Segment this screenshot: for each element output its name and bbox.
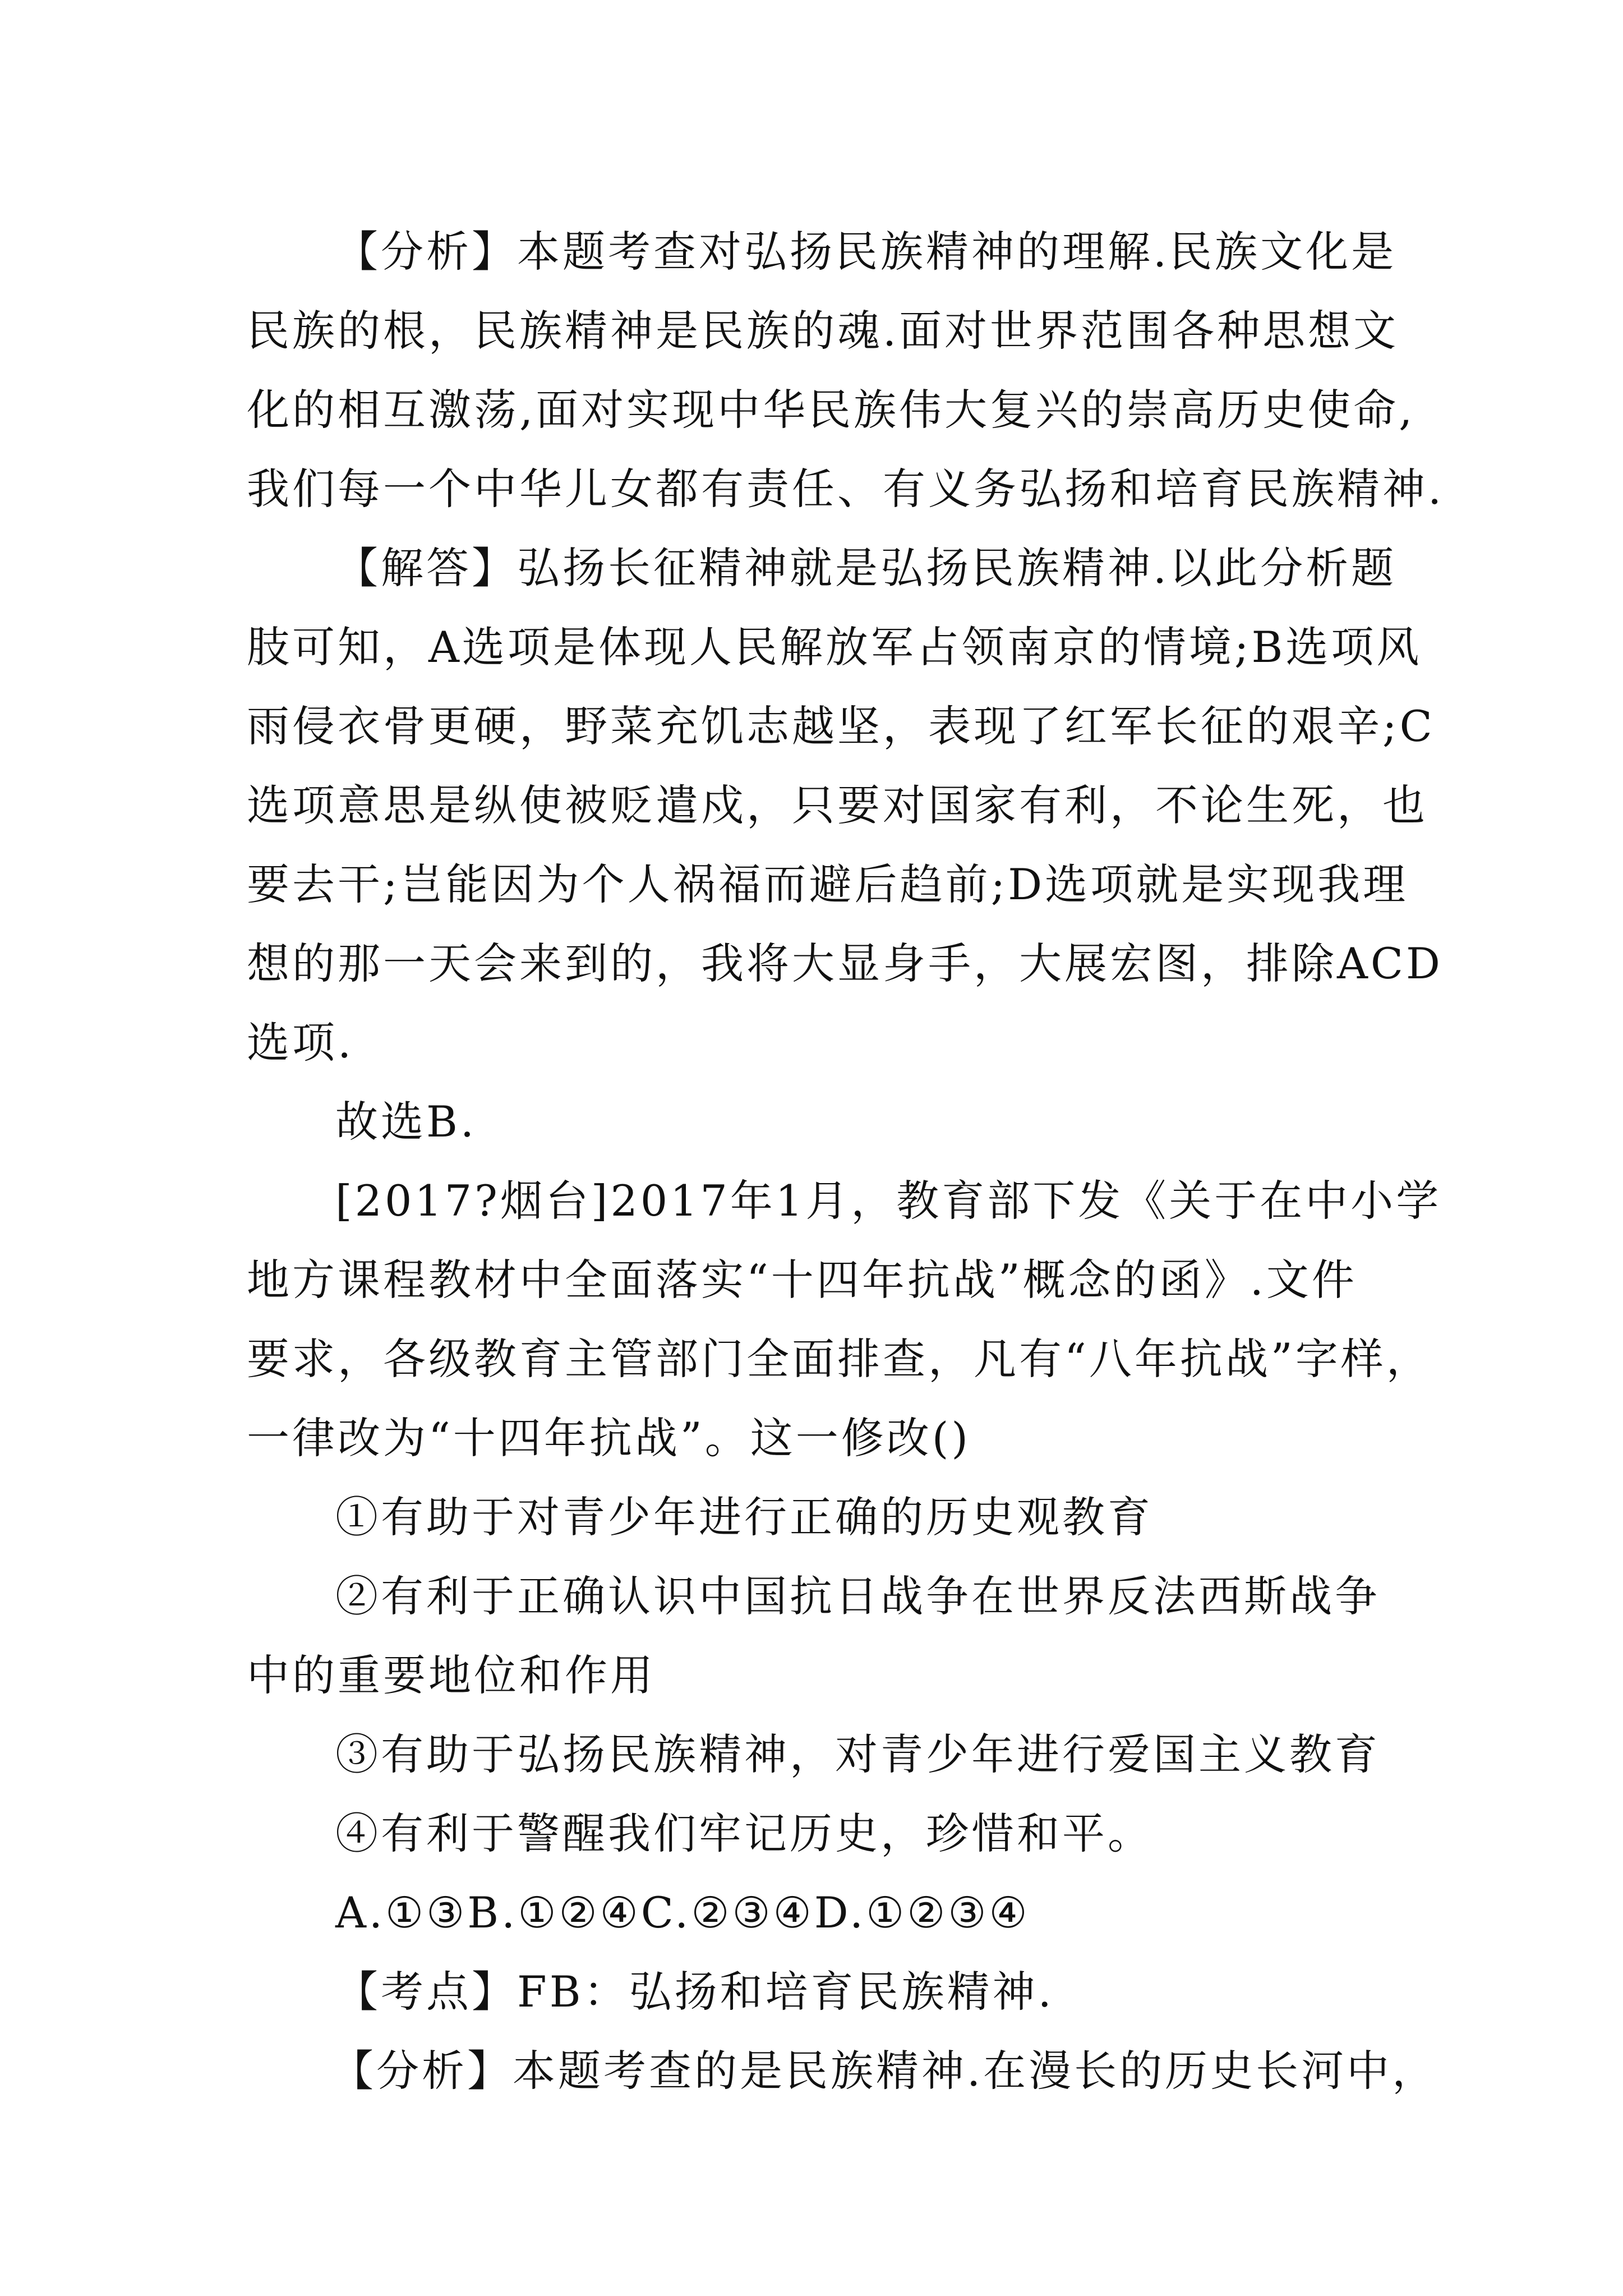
answer-paragraph-line: 选项. [247, 1018, 354, 1068]
knowledge-point-line: 【考点】FB：弘扬和培育民族精神. [335, 1967, 1054, 2017]
answer-paragraph-line: 要去干;岂能因为个人祸福而避后趋前;D选项就是实现我理 [247, 859, 1409, 909]
option-item-1: ①有助于对青少年进行正确的历史观教育 [335, 1492, 1153, 1542]
question-paragraph-line: [2017?烟台]2017年1月，教育部下发《关于在中小学 [335, 1176, 1442, 1226]
answer-paragraph-line: 【解答】弘扬长征精神就是弘扬民族精神.以此分析题 [335, 543, 1397, 593]
choice-result-line: 故选B. [335, 1097, 477, 1147]
document-body [247, 212, 1445, 2110]
option-item-2-continued: 中的重要地位和作用 [247, 1650, 656, 1700]
analysis-paragraph-line: 【分析】本题考查对弘扬民族精神的理解.民族文化是 [335, 227, 1397, 277]
analysis-paragraph-line: 【分析】本题考查的是民族精神.在漫长的历史长河中， [331, 2046, 1438, 2096]
question-paragraph-line: 一律改为“十四年抗战”。这一修改() [247, 1413, 971, 1463]
option-item-2: ②有利于正确认识中国抗日战争在世界反法西斯战争 [335, 1571, 1380, 1621]
analysis-paragraph-line: 民族的根，民族精神是民族的魂.面对世界范围各种思想文 [247, 306, 1399, 356]
analysis-paragraph-line: 化的相互激荡,面对实现中华民族伟大复兴的崇高历史使命, [247, 385, 1415, 435]
answer-paragraph-line: 雨侵衣骨更硬，野菜充饥志越坚，表现了红军长征的艰辛;C [247, 701, 1435, 751]
question-paragraph-line: 地方课程教材中全面落实“十四年抗战”概念的函》.文件 [247, 1255, 1357, 1305]
analysis-paragraph-line: 我们每一个中华儿女都有责任、有义务弘扬和培育民族精神. [247, 464, 1445, 514]
option-item-4: ④有利于警醒我们牢记历史，珍惜和平。 [335, 1809, 1153, 1858]
answer-choices: A.①③B.①②④C.②③④D.①②③④ [335, 1888, 1030, 1938]
answer-paragraph-line: 选项意思是纵使被贬遣戍，只要对国家有利，不论生死，也 [247, 780, 1428, 830]
option-item-3: ③有助于弘扬民族精神，对青少年进行爱国主义教育 [335, 1729, 1380, 1779]
answer-paragraph-line: 想的那一天会来到的，我将大显身手，大展宏图，排除ACD [247, 938, 1443, 988]
answer-paragraph-line: 肢可知，A选项是体现人民解放军占领南京的情境;B选项风 [247, 622, 1422, 672]
question-paragraph-line: 要求，各级教育主管部门全面排查，凡有“八年抗战”字样， [247, 1334, 1432, 1384]
